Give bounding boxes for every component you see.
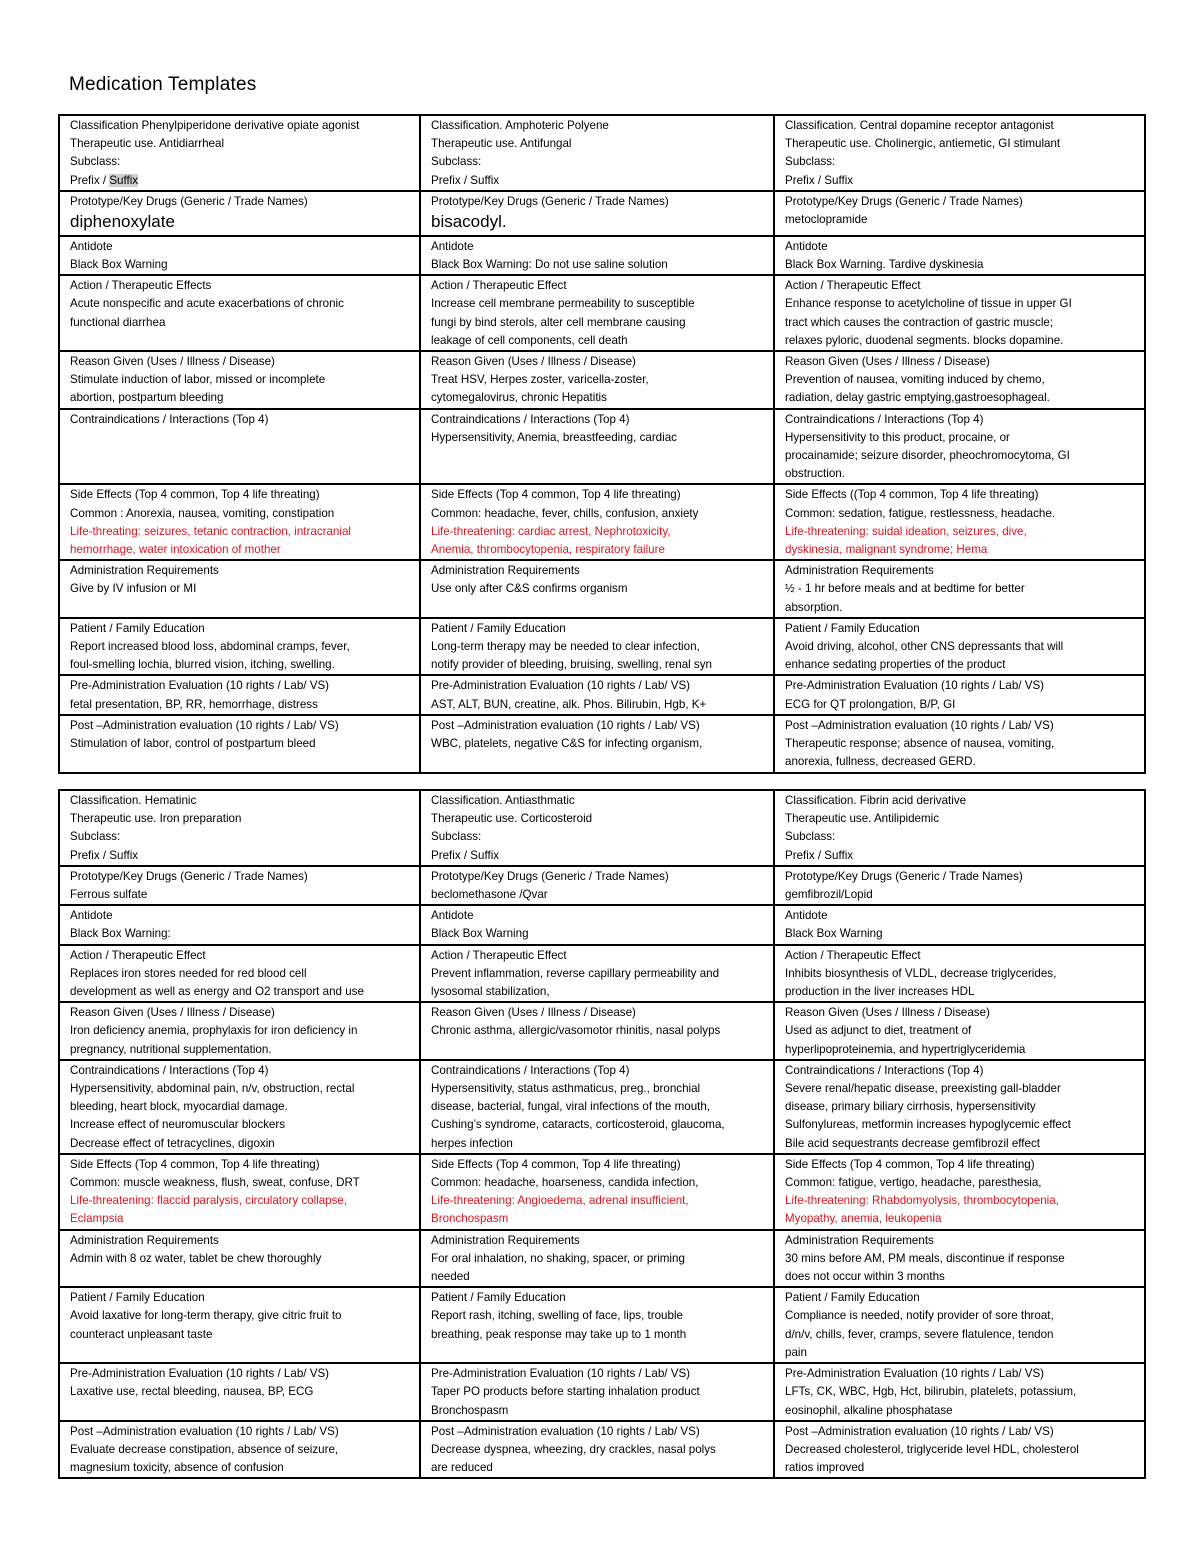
cell-text-line: Ferrous sulfate <box>70 888 148 902</box>
cell-action-drug-3 <box>774 945 1145 1003</box>
cell-text-line: ratios improved <box>785 1461 865 1475</box>
cell-education-drug-2 <box>420 1287 774 1363</box>
cell-text-line: Laxative use, rectal bleeding, nausea, BP, ECG <box>70 1385 314 1399</box>
cell-text-line: absorption. <box>785 600 843 614</box>
cell-text-line: abortion, postpartum bleeding <box>70 391 224 405</box>
cell-text-line: Common: sedation, fatigue, restlessness, headache. <box>785 506 1056 520</box>
cell-text-line: Severe renal/hepatic disease, preexisting gall-bladder <box>785 1082 1061 1096</box>
cell-reason-drug-1 <box>59 1002 420 1060</box>
cell-heading: Side Effects (Top 4 common, Top 4 life threating) <box>785 1157 1035 1171</box>
cell-text-line: Subclass: <box>431 155 482 169</box>
cell-text-line: Enhance response to acetylcholine of tissue in upper GI <box>785 297 1072 311</box>
cell-text-line: procainamide; seizure disorder, pheochromocytoma, GI <box>785 449 1070 463</box>
cell-heading: Classification. Hematinic <box>70 794 197 807</box>
cell-administration-drug-1 <box>59 560 420 618</box>
cell-action-drug-3 <box>774 275 1145 351</box>
cell-heading: Reason Given (Uses / Illness / Disease) <box>785 1006 990 1020</box>
cell-prototype-drug-1 <box>59 191 420 236</box>
cell-text-line: LFTs, CK, WBC, Hgb, Hct, bilirubin, platelets, potassium, <box>785 1385 1077 1399</box>
cell-heading: Reason Given (Uses / Illness / Disease) <box>431 355 636 369</box>
cell-text-line: cytomegalovirus, chronic Hepatitis <box>431 391 607 405</box>
cell-heading: Administration Requirements <box>785 1233 934 1247</box>
cell-prototype-drug-2 <box>420 866 774 905</box>
row-classification <box>59 115 1145 191</box>
cell-text-line: Bronchospasm <box>431 1403 509 1417</box>
cell-reason-drug-3 <box>774 351 1145 409</box>
cell-text-line: disease, bacterial, fungal, viral infections of the mouth, <box>431 1100 711 1114</box>
cell-text-line: Cushing’s syndrome, cataracts, corticosteroid, glaucoma, <box>431 1118 725 1132</box>
cell-text-line: Prefix / Suffix <box>431 173 500 187</box>
cell-text-line: notify provider of bleeding, bruising, swelling, renal syn <box>431 658 712 672</box>
cell-text-line: Report increased blood loss, abdominal cramps, fever, <box>70 640 350 654</box>
cell-text-line: Bile acid sequestrants decrease gemfibrozil effect <box>785 1136 1040 1150</box>
cell-administration-drug-3 <box>774 560 1145 618</box>
row-classification <box>59 790 1145 866</box>
cell-text-line: pain <box>785 1345 807 1359</box>
cell-classification-drug-3 <box>774 115 1145 191</box>
cell-prototype-drug-3 <box>774 866 1145 905</box>
cell-text-line: Prevention of nausea, vomiting induced by chemo, <box>785 373 1045 387</box>
cell-text-line: functional diarrhea <box>70 315 166 329</box>
cell-education-drug-2 <box>420 618 774 676</box>
cell-heading: Side Effects (Top 4 common, Top 4 life threating) <box>431 488 681 502</box>
cell-text-line: production in the liver increases HDL <box>785 985 975 999</box>
cell-heading: Administration Requirements <box>431 564 580 578</box>
cell-prototype-drug-3 <box>774 191 1145 236</box>
cell-side-effects-drug-2 <box>420 1154 774 1230</box>
cell-prototype-drug-2 <box>420 191 774 236</box>
cell-post-administration-drug-1 <box>59 715 420 773</box>
cell-heading: Pre-Administration Evaluation (10 rights / Lab/ VS) <box>785 679 1045 693</box>
cell-heading: Pre-Administration Evaluation (10 rights / Lab/ VS) <box>431 1367 691 1381</box>
cell-text-line: relaxes pyloric, duodenal segments. blocks dopamine. <box>785 333 1064 347</box>
row-post-administration <box>59 1421 1145 1479</box>
cell-text-line: AST, ALT, BUN, creatine, alk. Phos. Bilirubin, Hgb, K+ <box>431 697 707 711</box>
cell-text-line: metoclopramide <box>785 213 868 227</box>
cell-text-line: radiation, delay gastric emptying,gastroesophageal. <box>785 391 1050 405</box>
row-pre-administration <box>59 675 1145 714</box>
cell-action-drug-1 <box>59 275 420 351</box>
cell-text-line: Therapeutic use. Antidiarrheal <box>70 137 225 151</box>
cell-prototype-drug-1 <box>59 866 420 905</box>
cell-text-line: Avoid laxative for long-term therapy, give citric fruit to <box>70 1309 342 1323</box>
cell-heading: Patient / Family Education <box>785 621 920 635</box>
cell-side-effects-drug-2 <box>420 484 774 560</box>
cell-text-line: Subclass: <box>70 155 121 169</box>
cell-text-line: Therapeutic response; absence of nausea, vomiting, <box>785 737 1055 751</box>
cell-action-drug-1 <box>59 945 420 1003</box>
cell-post-administration-drug-3 <box>774 1421 1145 1479</box>
cell-reason-drug-1 <box>59 351 420 409</box>
cell-text-line: Chronic asthma, allergic/vasomotor rhinitis, nasal polyps <box>431 1024 721 1038</box>
cell-text-line: Hypersensitivity to this product, procaine, or <box>785 430 1010 444</box>
cell-heading: Patient / Family Education <box>70 621 205 635</box>
cell-heading: Contraindications / Interactions (Top 4) <box>431 412 630 426</box>
cell-text-line: Decreased cholesterol, triglyceride level HDL, cholesterol <box>785 1442 1079 1456</box>
cell-text-line: Therapeutic use. Antilipidemic <box>785 812 940 826</box>
cell-text-line: 30 mins before AM, PM meals, discontinue if response <box>785 1251 1065 1265</box>
cell-administration-drug-2 <box>420 560 774 618</box>
cell-heading: Action / Therapeutic Effect <box>785 948 921 962</box>
cell-reason-drug-3 <box>774 1002 1145 1060</box>
row-post-administration <box>59 715 1145 773</box>
row-administration <box>59 560 1145 618</box>
cell-heading: Reason Given (Uses / Illness / Disease) <box>785 355 990 369</box>
page-title: Medication Templates <box>69 74 257 95</box>
cell-heading: Side Effects (Top 4 common, Top 4 life threating) <box>70 1157 320 1171</box>
cell-heading: Classification. Antiasthmatic <box>431 794 575 807</box>
cell-heading: Antidote <box>431 909 474 923</box>
cell-text-line: Subclass: <box>785 155 836 169</box>
cell-text-line: Iron deficiency anemia, prophylaxis for iron deficiency in <box>70 1024 358 1038</box>
cell-text-line: herpes infection <box>431 1136 513 1150</box>
cell-text-line: Stimulation of labor, control of postpartum bleed <box>70 737 316 751</box>
cell-text-line: Hypersensitivity, abdominal pain, n/v, obstruction, rectal <box>70 1082 355 1096</box>
cell-heading: Pre-Administration Evaluation (10 rights / Lab/ VS) <box>785 1367 1045 1381</box>
cell-contraindications-drug-3 <box>774 1060 1145 1154</box>
cell-text-line: enhance sedating properties of the product <box>785 658 1006 672</box>
cell-heading: Contraindications / Interactions (Top 4) <box>431 1063 630 1077</box>
cell-text-line: Therapeutic use. Iron preparation <box>70 812 242 826</box>
cell-text-line: WBC, platelets, negative C&S for infecting organism, <box>431 737 703 751</box>
cell-heading: Post –Administration evaluation (10 rights / Lab/ VS) <box>70 718 339 732</box>
cell-heading: Administration Requirements <box>70 1233 219 1247</box>
cell-heading: Patient / Family Education <box>431 1291 566 1305</box>
cell-text-line: Compliance is needed, notify provider of sore throat, <box>785 1309 1054 1323</box>
cell-text-line: Eclampsia <box>70 1212 124 1226</box>
cell-text-line: d/n/v, chills, fever, cramps, severe flatulence, tendon <box>785 1327 1054 1341</box>
cell-side-effects-drug-1 <box>59 1154 420 1230</box>
cell-text-line: Common: muscle weakness, flush, sweat, confuse, DRT <box>70 1176 360 1190</box>
cell-heading: Contraindications / Interactions (Top 4) <box>70 1063 269 1077</box>
cell-text-line: Black Box Warning <box>70 258 168 272</box>
cell-antidote-drug-3 <box>774 905 1145 944</box>
cell-text-line: Replaces iron stores needed for red blood cell <box>70 966 307 980</box>
cell-text-line: Therapeutic use. Cholinergic, antiemetic, GI stimulant <box>785 137 1061 151</box>
cell-text-line: Prefix / Suffix <box>70 848 139 862</box>
cell-post-administration-drug-3 <box>774 715 1145 773</box>
cell-heading: Reason Given (Uses / Illness / Disease) <box>70 1006 275 1020</box>
row-side-effects <box>59 1154 1145 1230</box>
cell-text-line: Life-threatening: Rhabdomyolysis, thrombocytopenia, <box>785 1194 1059 1208</box>
cell-heading: Administration Requirements <box>70 564 219 578</box>
cell-heading: Post –Administration evaluation (10 rights / Lab/ VS) <box>785 718 1054 732</box>
cell-contraindications-drug-2 <box>420 1060 774 1154</box>
cell-side-effects-drug-3 <box>774 1154 1145 1230</box>
cell-action-drug-2 <box>420 945 774 1003</box>
row-action <box>59 945 1145 1003</box>
cell-heading: Classification. Central dopamine receptor antagonist <box>785 119 1054 132</box>
cell-text-line: Increase effect of neuromuscular blockers <box>70 1118 286 1132</box>
cell-pre-administration-drug-1 <box>59 1363 420 1421</box>
row-antidote <box>59 905 1145 944</box>
cell-heading: Administration Requirements <box>431 1233 580 1247</box>
medication-template-table-1 <box>58 114 1146 774</box>
row-reason <box>59 351 1145 409</box>
cell-text-line: Prefix / Suffix <box>785 848 854 862</box>
cell-text-line: Life-threatening: Angioedema, adrenal insufficient, <box>431 1194 689 1208</box>
cell-antidote-drug-2 <box>420 905 774 944</box>
cell-heading: Administration Requirements <box>785 564 934 578</box>
cell-antidote-drug-1 <box>59 236 420 275</box>
cell-contraindications-drug-1 <box>59 409 420 485</box>
cell-heading: Prototype/Key Drugs (Generic / Trade Names) <box>70 869 308 883</box>
cell-education-drug-3 <box>774 1287 1145 1363</box>
cell-administration-drug-2 <box>420 1230 774 1288</box>
cell-text-line: Common: fatigue, vertigo, headache, paresthesia, <box>785 1176 1042 1190</box>
row-prototype <box>59 866 1145 905</box>
cell-text-line: For oral inhalation, no shaking, spacer, or priming <box>431 1251 685 1265</box>
cell-text-line: Common: headache, hoarseness, candida infection, <box>431 1176 699 1190</box>
cell-pre-administration-drug-3 <box>774 1363 1145 1421</box>
cell-text-line: counteract unpleasant taste <box>70 1327 213 1341</box>
cell-heading: Reason Given (Uses / Illness / Disease) <box>431 1006 636 1020</box>
cell-heading: Prototype/Key Drugs (Generic / Trade Names) <box>431 869 669 883</box>
cell-text-line: Life-threating: seizures, tetanic contraction, intracranial <box>70 524 351 538</box>
cell-heading: Action / Therapeutic Effects <box>70 279 212 293</box>
cell-education-drug-1 <box>59 618 420 676</box>
cell-text-line: Black Box Warning: Do not use saline solution <box>431 258 668 272</box>
cell-text-line: Inhibits biosynthesis of VLDL, decrease triglycerides, <box>785 966 1057 980</box>
cell-heading: Prototype/Key Drugs (Generic / Trade Names) <box>785 869 1023 883</box>
cell-heading: Action / Therapeutic Effect <box>70 948 206 962</box>
cell-text-line: hyperlipoproteinemia, and hypertriglyceridemia <box>785 1042 1026 1056</box>
cell-heading: Antidote <box>785 909 828 923</box>
cell-text-line: Myopathy, anemia, leukopenia <box>785 1212 942 1226</box>
cell-text-line: foul-smelling lochia, blurred vision, itching, swelling. <box>70 658 335 672</box>
row-administration <box>59 1230 1145 1288</box>
cell-text-line: Evaluate decrease constipation, absence of seizure, <box>70 1442 339 1456</box>
cell-classification-drug-2 <box>420 115 774 191</box>
cell-pre-administration-drug-2 <box>420 675 774 714</box>
cell-antidote-drug-1 <box>59 905 420 944</box>
cell-heading: Side Effects ((Top 4 common, Top 4 life threating) <box>785 488 1039 502</box>
cell-heading: Action / Therapeutic Effect <box>785 279 921 293</box>
cell-text-line: Subclass: <box>431 830 482 844</box>
cell-heading: Contraindications / Interactions (Top 4) <box>785 412 984 426</box>
cell-heading: Classification Phenylpiperidone derivative opiate agonist <box>70 119 360 132</box>
cell-heading: Prototype/Key Drugs (Generic / Trade Names) <box>785 194 1023 208</box>
cell-text-line: Therapeutic use. Antifungal <box>431 137 572 151</box>
cell-text-line: eosinophil, alkaline phosphatase <box>785 1403 953 1417</box>
cell-text-line: Prefix / Suffix <box>785 173 854 187</box>
cell-text-line: Black Box Warning <box>431 927 529 941</box>
cell-text-line: Subclass: <box>785 830 836 844</box>
cell-text-line: Increase cell membrane permeability to susceptible <box>431 297 695 311</box>
row-antidote <box>59 236 1145 275</box>
cell-text-line: beclomethasone /Qvar <box>431 888 548 902</box>
cell-text-line: Acute nonspecific and acute exacerbations of chronic <box>70 297 344 311</box>
cell-heading: Pre-Administration Evaluation (10 rights / Lab/ VS) <box>431 679 691 693</box>
cell-side-effects-drug-3 <box>774 484 1145 560</box>
cell-education-drug-1 <box>59 1287 420 1363</box>
row-side-effects <box>59 484 1145 560</box>
cell-text-line: Life-threatening: suidal ideation, seizures, dive, <box>785 524 1027 538</box>
cell-heading: Patient / Family Education <box>785 1291 920 1305</box>
cell-heading: Post –Administration evaluation (10 rights / Lab/ VS) <box>785 1424 1054 1438</box>
row-reason <box>59 1002 1145 1060</box>
cell-text-line: dyskinesia, malignant syndrome; Hema <box>785 543 988 557</box>
cell-text-line: does not occur within 3 months <box>785 1270 945 1284</box>
cell-text-line: Hypersensitivity, status asthmaticus, preg., bronchial <box>431 1082 701 1096</box>
cell-text-line: development as well as energy and O2 transport and use <box>70 985 364 999</box>
cell-text-line: gemfibrozil/Lopid <box>785 888 873 902</box>
medication-template-table-2 <box>58 789 1146 1479</box>
cell-contraindications-drug-1 <box>59 1060 420 1154</box>
cell-text-line: leakage of cell components, cell death <box>431 333 628 347</box>
cell-text-line: Sulfonylureas, metformin increases hypoglycemic effect <box>785 1118 1071 1132</box>
cell-heading: Prototype/Key Drugs (Generic / Trade Names) <box>70 194 308 208</box>
cell-text-line: are reduced <box>431 1461 493 1475</box>
cell-text-line: Black Box Warning. Tardive dyskinesia <box>785 258 984 272</box>
cell-text-line: disease, primary biliary cirrhosis, hypersensitivity <box>785 1100 1036 1114</box>
cell-heading: Pre-Administration Evaluation (10 rights / Lab/ VS) <box>70 679 330 693</box>
row-education <box>59 618 1145 676</box>
cell-text-line: Avoid driving, alcohol, other CNS depressants that will <box>785 640 1064 654</box>
cell-text-line: Life-threatening: cardiac arrest, Nephrotoxicity, <box>431 524 671 538</box>
cell-reason-drug-2 <box>420 351 774 409</box>
cell-side-effects-drug-1 <box>59 484 420 560</box>
cell-text-line: Common: headache, fever, chills, confusion, anxiety <box>431 506 699 520</box>
cell-heading: Action / Therapeutic Effect <box>431 948 567 962</box>
cell-text-line: diphenoxylate <box>70 212 175 232</box>
cell-text-line: ECG for QT prolongation, B/P, GI <box>785 697 956 711</box>
cell-text-line: Treat HSV, Herpes zoster, varicella-zoster, <box>431 373 649 387</box>
cell-heading: Classification. Amphoteric Polyene <box>431 119 609 132</box>
cell-text-line: Used as adjunct to diet, treatment of <box>785 1024 972 1038</box>
cell-heading: Post –Administration evaluation (10 rights / Lab/ VS) <box>70 1424 339 1438</box>
cell-text-line: breathing, peak response may take up to 1 month <box>431 1327 687 1341</box>
cell-heading: Pre-Administration Evaluation (10 rights / Lab/ VS) <box>70 1367 330 1381</box>
cell-post-administration-drug-2 <box>420 715 774 773</box>
cell-post-administration-drug-1 <box>59 1421 420 1479</box>
cell-heading: Side Effects (Top 4 common, Top 4 life threating) <box>431 1157 681 1171</box>
cell-text-line: Black Box Warning <box>785 927 883 941</box>
cell-heading: Prototype/Key Drugs (Generic / Trade Names) <box>431 194 669 208</box>
cell-heading: Reason Given (Uses / Illness / Disease) <box>70 355 275 369</box>
cell-text-line: Bronchospasm <box>431 1212 509 1226</box>
cell-heading: Classification. Fibrin acid derivative <box>785 794 967 807</box>
cell-text-line: anorexia, fullness, decreased GERD. <box>785 755 976 769</box>
cell-text-line: Decrease dyspnea, wheezing, dry crackles, nasal polys <box>431 1442 716 1456</box>
cell-post-administration-drug-2 <box>420 1421 774 1479</box>
cell-heading: Post –Administration evaluation (10 rights / Lab/ VS) <box>431 718 700 732</box>
prefix-suffix-line <box>70 172 411 190</box>
cell-contraindications-drug-3 <box>774 409 1145 485</box>
cell-classification-drug-1 <box>59 115 420 191</box>
cell-education-drug-3 <box>774 618 1145 676</box>
cell-heading: Patient / Family Education <box>431 621 566 635</box>
prefix-text: Prefix / <box>70 173 110 187</box>
cell-classification-drug-2 <box>420 790 774 866</box>
cell-administration-drug-1 <box>59 1230 420 1288</box>
cell-text-line: hemorrhage, water intoxication of mother <box>70 543 281 557</box>
cell-text-line: Use only after C&S confirms organism <box>431 582 628 596</box>
row-action <box>59 275 1145 351</box>
cell-heading: Contraindications / Interactions (Top 4) <box>785 1063 984 1077</box>
cell-pre-administration-drug-3 <box>774 675 1145 714</box>
cell-text-line: magnesium toxicity, absence of confusion <box>70 1461 284 1475</box>
row-contraindications <box>59 409 1145 485</box>
cell-text-line: Therapeutic use. Corticosteroid <box>431 812 593 826</box>
suffix-highlighted-text: Suffix <box>109 173 139 187</box>
cell-text-line: fungi by bind sterols, alter cell membrane causing <box>431 315 686 329</box>
cell-heading: Side Effects (Top 4 common, Top 4 life threating) <box>70 488 320 502</box>
cell-text-line: needed <box>431 1270 470 1284</box>
cell-heading: Antidote <box>70 909 113 923</box>
cell-antidote-drug-2 <box>420 236 774 275</box>
row-pre-administration <box>59 1363 1145 1421</box>
cell-heading: Contraindications / Interactions (Top 4) <box>70 412 269 426</box>
cell-text-line: Report rash, itching, swelling of face, lips, trouble <box>431 1309 683 1323</box>
cell-heading: Patient / Family Education <box>70 1291 205 1305</box>
cell-text-line: Long-term therapy may be needed to clear infection, <box>431 640 700 654</box>
cell-text-line: pregnancy, nutritional supplementation. <box>70 1042 272 1056</box>
cell-action-drug-2 <box>420 275 774 351</box>
cell-text-line: Hypersensitivity, Anemia, breastfeeding, cardiac <box>431 430 677 444</box>
cell-pre-administration-drug-2 <box>420 1363 774 1421</box>
cell-contraindications-drug-2 <box>420 409 774 485</box>
cell-heading: Post –Administration evaluation (10 rights / Lab/ VS) <box>431 1424 700 1438</box>
cell-antidote-drug-3 <box>774 236 1145 275</box>
cell-text-line: Stimulate induction of labor, missed or incomplete <box>70 373 326 387</box>
cell-text-line: Black Box Warning: <box>70 927 171 941</box>
cell-heading: Action / Therapeutic Effect <box>431 279 567 293</box>
cell-text-line: Taper PO products before starting inhalation product <box>431 1385 700 1399</box>
cell-text-line: Subclass: <box>70 830 121 844</box>
cell-text-line: Common : Anorexia, nausea, vomiting, constipation <box>70 506 335 520</box>
cell-text-line: ½ - 1 hr before meals and at bedtime for better <box>785 582 1025 596</box>
row-contraindications <box>59 1060 1145 1154</box>
cell-text-line: Anemia, thrombocytopenia, respiratory failure <box>431 543 665 557</box>
row-prototype <box>59 191 1145 236</box>
cell-text-line: bleeding, heart block, myocardial damage. <box>70 1100 288 1114</box>
cell-heading: Antidote <box>70 239 113 253</box>
cell-text-line: tract which causes the contraction of gastric muscle; <box>785 315 1054 329</box>
cell-text-line: fetal presentation, BP, RR, hemorrhage, distress <box>70 697 318 711</box>
cell-classification-drug-3 <box>774 790 1145 866</box>
cell-reason-drug-2 <box>420 1002 774 1060</box>
cell-text-line: Life-threatening: flaccid paralysis, circulatory collapse, <box>70 1194 348 1208</box>
cell-text-line: bisacodyl. <box>431 212 507 232</box>
cell-classification-drug-1 <box>59 790 420 866</box>
cell-heading: Antidote <box>785 239 828 253</box>
row-education <box>59 1287 1145 1363</box>
cell-text-line: obstruction. <box>785 467 845 481</box>
cell-administration-drug-3 <box>774 1230 1145 1288</box>
cell-heading: Antidote <box>431 239 474 253</box>
cell-pre-administration-drug-1 <box>59 675 420 714</box>
cell-text-line: Prefix / Suffix <box>431 848 500 862</box>
cell-text-line: Decrease effect of tetracyclines, digoxin <box>70 1136 275 1150</box>
cell-text-line: Admin with 8 oz water, tablet be chew thoroughly <box>70 1251 322 1265</box>
cell-text-line: Prevent inflammation, reverse capillary permeability and <box>431 966 720 980</box>
cell-text-line: lysosomal stabilization, <box>431 985 550 999</box>
cell-text-line: Give by IV infusion or MI <box>70 582 197 596</box>
